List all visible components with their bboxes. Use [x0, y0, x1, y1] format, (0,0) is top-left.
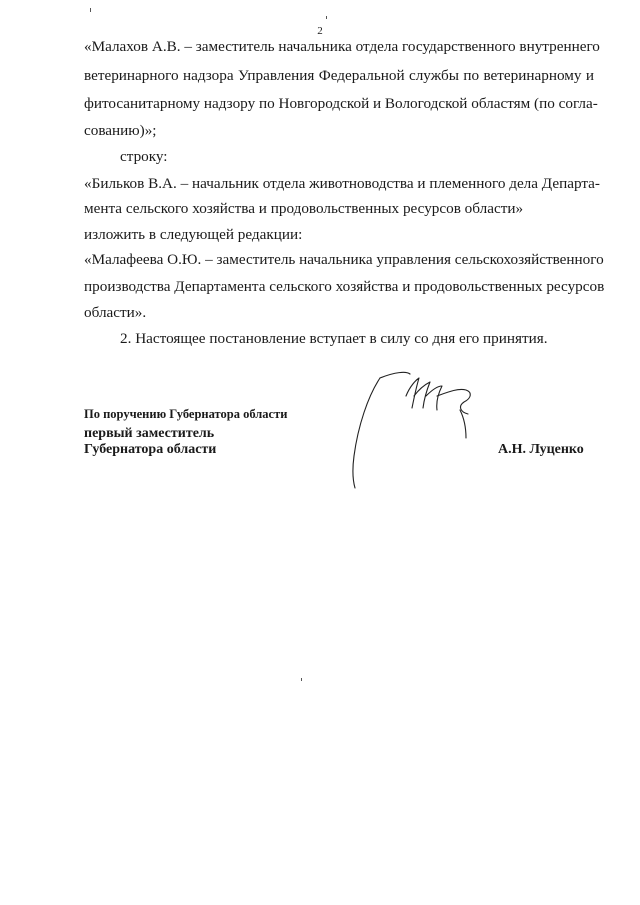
signature: [340, 366, 500, 492]
text-line-8: изложить в следующей редакции:: [84, 226, 303, 243]
signatory-line-3: Губернатора области: [84, 442, 217, 457]
signatory-line-2: первый заместитель: [84, 426, 215, 441]
signatory-line-1: По поручению Губернатора области: [84, 407, 288, 421]
page-number: 2: [317, 25, 323, 37]
text-line-12: 2. Настоящее постановление вступает в силу со дня его принятия.: [120, 330, 548, 347]
text-line-11: области».: [84, 304, 147, 321]
text-line-6: «Бильков В.А. – начальник отдела животноводства и племенного дела Департа-: [84, 175, 600, 192]
text-line-3: фитосанитарному надзору по Новгородской и Вологодской областям (по согла-: [84, 95, 598, 112]
signatory-name: А.Н. Луценко: [498, 442, 584, 457]
scan-speck: [301, 678, 302, 681]
text-line-10: производства Департамента сельского хозяйства и продовольственных ресурсов: [84, 278, 605, 295]
text-line-1: «Малахов А.В. – заместитель начальника отдела государственного внутреннего: [84, 38, 600, 55]
text-line-4: сованию)»;: [84, 122, 157, 139]
scan-speck: [90, 8, 91, 12]
text-line-9: «Малафеева О.Ю. – заместитель начальника управления сельскохозяйственного: [84, 251, 604, 268]
text-line-2: ветеринарного надзора Управления Федеральной службы по ветеринарному и: [84, 67, 594, 84]
text-line-5: строку:: [120, 148, 168, 165]
scan-speck: [326, 16, 327, 19]
text-line-7: мента сельского хозяйства и продовольственных ресурсов области»: [84, 200, 524, 217]
